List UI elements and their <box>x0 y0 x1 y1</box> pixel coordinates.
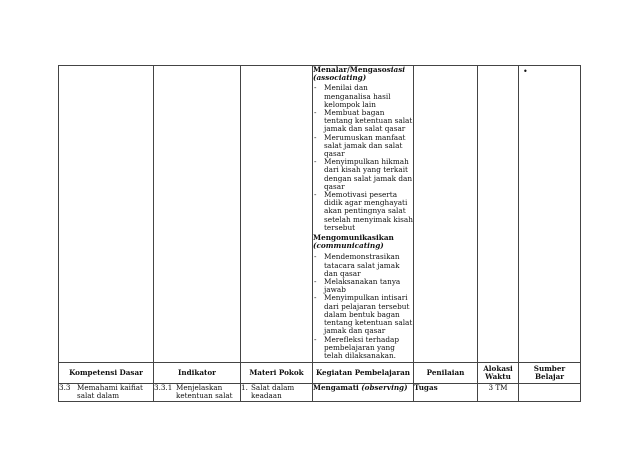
komunikasi-heading: Mengomunikasikan <box>313 233 394 243</box>
list-item: - Memotivasi peserta didik agar menghayati akan pentingnya salat setelah menyimak kisah tersebut <box>313 191 413 232</box>
indikator-text-continued: ketentuan salat <box>176 391 233 401</box>
associating-label: (associating) <box>313 73 367 83</box>
alokasi-cell-empty <box>478 66 519 363</box>
list-item: - Mendemonstrasikan tatacara salat jamak dan qasar <box>313 253 413 278</box>
lesson-plan-table <box>58 65 581 402</box>
materi-text: Salat dalam <box>251 383 295 393</box>
header-materi-pokok: Materi Pokok <box>241 363 313 384</box>
materi-pokok-cell <box>241 384 313 401</box>
list-item: - Menilai dan menganalisa hasil kelompok lain <box>313 84 413 109</box>
kompetensi-dasar-cell <box>59 384 154 401</box>
indikator-text: Menjelaskan <box>176 383 223 393</box>
bullet-dot-icon: • <box>523 67 528 76</box>
header-kegiatan-pembelajaran: Kegiatan Pembelajaran <box>313 363 414 384</box>
communicating-label: (communicating) <box>313 241 384 251</box>
list-item: - Menyimpulkan hikmah dari kisah yang terkait dengan salat jamak dan qasar <box>313 158 413 191</box>
kd-number: 3.3 <box>59 383 71 393</box>
sumber-belajar-cell <box>519 384 581 401</box>
materi-text-continued: keadaan <box>251 391 282 401</box>
penilaian-cell-empty <box>414 66 478 363</box>
kegiatan-pembelajaran-cell <box>313 384 414 401</box>
alokasi-waktu-cell: 3 TM <box>478 384 519 401</box>
list-item: - Membuat bagan tentang ketentuan salat jamak dan salat qasar <box>313 109 413 134</box>
table-header-row <box>59 363 581 384</box>
header-indikator: Indikator <box>154 363 241 384</box>
mengamati-label: Mengamati <box>313 383 359 393</box>
observing-label: (observing) <box>361 383 408 393</box>
materi-number: 1. <box>241 383 248 393</box>
table-row <box>59 384 581 401</box>
list-item: - Merefleksi terhadap pembelajaran yang telah dilaksanakan. <box>313 336 413 361</box>
menalar-heading: Menalar/Mengasosiasi <box>313 65 406 74</box>
sumber-cell <box>519 66 581 363</box>
kompetensi-cell-empty <box>59 66 154 363</box>
list-item: - Menyimpulkan intisari dari pelajaran tersebut dalam bentuk bagan tentang ketentuan salat jamak dan qasar <box>313 294 413 335</box>
indikator-number: 3.3.1 <box>154 383 173 393</box>
indikator-cell <box>154 384 241 401</box>
list-item: - Melaksanakan tanya jawab <box>313 278 413 294</box>
continuation-row <box>59 66 581 363</box>
header-sumber-belajar: Sumber Belajar <box>519 363 581 384</box>
komunikasi-list <box>313 253 413 360</box>
penilaian-cell: Tugas <box>414 384 478 401</box>
list-item: - Merumuskan manfaat salat jamak dan salat qasar <box>313 134 413 159</box>
kegiatan-cell <box>313 66 414 363</box>
header-penilaian: Penilaian <box>414 363 478 384</box>
indikator-cell-empty <box>154 66 241 363</box>
kd-text: Memahami kaifiat <box>77 383 143 393</box>
header-kompetensi-dasar: Kompetensi Dasar <box>59 363 154 384</box>
kd-text-continued: salat dalam <box>77 391 120 401</box>
header-alokasi-waktu: Alokasi Waktu <box>478 363 519 384</box>
materi-cell-empty <box>241 66 313 363</box>
menalar-list <box>313 84 413 232</box>
